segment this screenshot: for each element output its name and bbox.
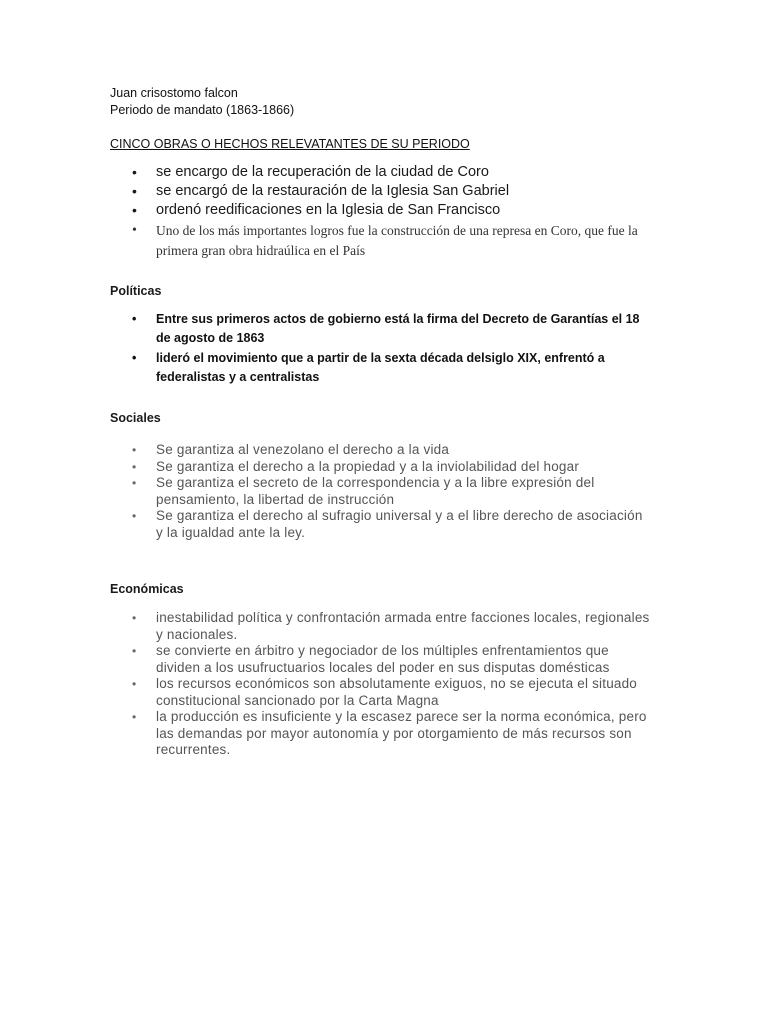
list-item: • los recursos económicos son absolutamente exiguos, no se ejecuta el situado constitucional sancionado por la Carta Magna	[132, 676, 638, 708]
sociales-heading: Sociales	[110, 411, 161, 425]
sociales-list	[132, 442, 652, 541]
list-item: • inestabilidad política y confrontación armada entre facciones locales, regionales y nacionales.	[132, 610, 650, 642]
bullet-icon: •	[132, 183, 137, 199]
list-item: • Se garantiza al venezolano el derecho a la vida	[132, 442, 450, 457]
document-header	[110, 85, 294, 119]
list-item: • Entre sus primeros actos de gobierno está la firma del Decreto de Garantías el 18 de agosto de 1863	[132, 312, 640, 345]
list-item: • lideró el movimiento que a partir de la sexta década delsiglo XIX, enfrentó a federalistas y a centralistas	[132, 351, 605, 384]
economicas-heading: Económicas	[110, 582, 184, 596]
section-title: CINCO OBRAS O HECHOS RELEVATANTES DE SU PERIODO	[110, 137, 470, 151]
bullet-icon: •	[132, 677, 137, 691]
list-item: • Uno de los más importantes logros fue la construcción de una represa en Coro, que fue la primera gran obra hidraúlica en el País	[132, 223, 638, 258]
list-item: • se encargo de la recuperación de la ciudad de Coro	[132, 164, 489, 180]
list-item: • se encargó de la restauración de la Iglesia San Gabriel	[132, 183, 510, 199]
bullet-icon: •	[132, 459, 137, 474]
obras-list	[132, 163, 672, 261]
economicas-list	[132, 610, 652, 759]
list-item: • Se garantiza el derecho al sufragio universal y a el libre derecho de asociación y la igualdad ante la ley.	[132, 508, 643, 540]
bullet-icon: •	[132, 476, 137, 490]
bullet-icon: •	[132, 312, 137, 326]
bullet-icon: •	[132, 164, 137, 180]
bullet-icon: •	[132, 644, 137, 658]
list-item: • Se garantiza el derecho a la propiedad y a la inviolabilidad del hogar	[132, 458, 580, 474]
bullet-icon: •	[132, 443, 137, 457]
politicas-heading: Políticas	[110, 284, 162, 298]
list-item: • la producción es insuficiente y la escasez parece ser la norma económica, pero las demandas por mayor autonomía y por otorgamiento de más recursos son recurrentes.	[132, 709, 647, 757]
bullet-icon: •	[132, 611, 137, 625]
politicas-list	[132, 310, 652, 388]
list-item: • ordenó reedificaciones en la Iglesia de San Francisco	[132, 202, 501, 218]
bullet-icon: •	[132, 351, 137, 365]
bullet-icon: •	[132, 223, 137, 238]
list-item: • Se garantiza el secreto de la correspondencia y a la libre expresión del pensamiento, la libertad de instrucción	[132, 475, 595, 507]
bullet-icon: •	[132, 202, 137, 218]
author-name: Juan crisostomo falcon	[110, 86, 238, 100]
mandate-period: Periodo de mandato (1863-1866)	[110, 103, 295, 117]
bullet-icon: •	[132, 509, 137, 523]
bullet-icon: •	[132, 710, 137, 724]
list-item: • se convierte en árbitro y negociador de los múltiples enfrentamientos que dividen a los usufructuarios locales del poder en sus disputas domésticas	[132, 643, 610, 675]
